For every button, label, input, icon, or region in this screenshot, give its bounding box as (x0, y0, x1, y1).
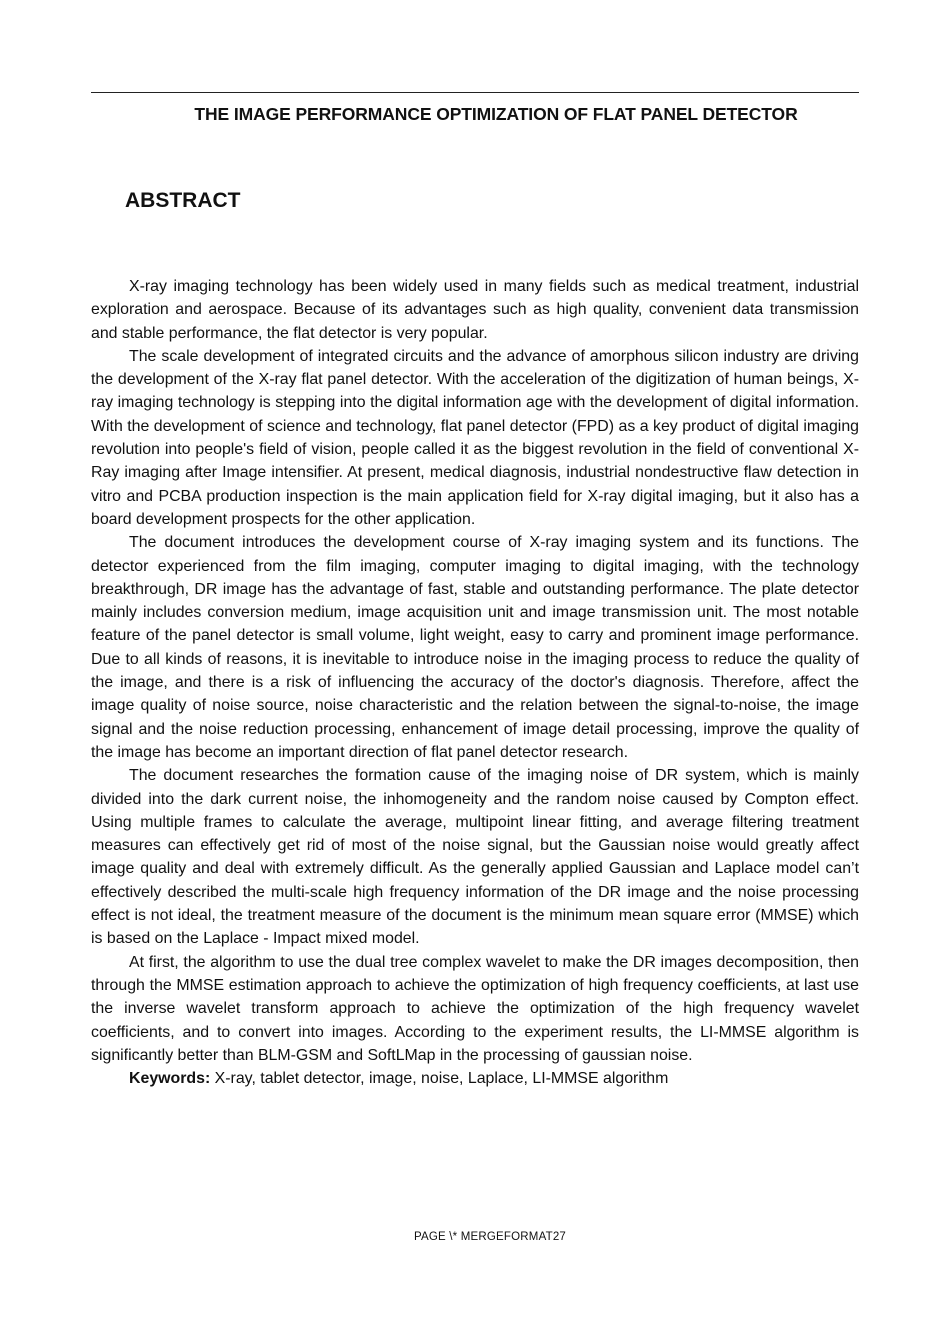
abstract-body (91, 275, 859, 1090)
keywords-line (91, 1067, 859, 1090)
header-rule (91, 92, 859, 93)
keywords-label: Keywords: (129, 1070, 211, 1088)
page-footer: PAGE \* MERGEFORMAT27 (413, 1231, 567, 1243)
keywords-text: X-ray, tablet detector, image, noise, Laplace, LI-MMSE algorithm (210, 1070, 669, 1088)
abstract-paragraph: The document introduces the development course of X-ray imaging system and its functions. The detector experienced from the film imaging, computer imaging to digital imaging, with the technology breakthrough, DR image has the advantage of fast, stable and outstanding performance. The plate detector mainly includes conversion medium, image acquisition unit and image transmission unit. The most notable feature of the panel detector is small volume, light weight, easy to carry and prominent image performance. Due to all kinds of reasons, it is inevitable to introduce noise in the imaging process to reduce the quality of the image, and there is a risk of influencing the accuracy of the doctor's diagnosis. Therefore, affect the image quality of noise source, noise characteristic and the relation between the signal-to-noise, the image signal and the noise reduction processing, enhancement of image detail processing, improve the quality of the image has become an important direction of flat panel detector research. (91, 534, 859, 761)
abstract-paragraph: At first, the algorithm to use the dual tree complex wavelet to make the DR images decomposition, then through the MMSE estimation approach to achieve the optimization of high frequency coefficients, at last use the inverse wavelet transform approach to achieve the optimization of the high frequency wavelet coefficients, and to convert into images. According to the experiment results, the LI-MMSE algorithm is significantly better than BLM-GSM and SoftLMap in the processing of gaussian noise. (91, 953, 859, 1064)
abstract-paragraph: The document researches the formation cause of the imaging noise of DR system, which is mainly divided into the dark current noise, the inhomogeneity and the random noise caused by Compton effect. Using multiple frames to calculate the average, multipoint linear fitting, and average filtering treatment measures can effectively get rid of most of the noise signal, but the Gaussian noise would greatly affect image quality and deal with extremely difficult. As the generally applied Gaussian and Laplace model can’t effectively described the multi-scale high frequency information of the DR image and the noise processing effect is not ideal, the treatment measure of the document is the minimum mean square error (MMSE) which is based on the Laplace - Impact mixed model. (91, 767, 859, 948)
document-title: THE IMAGE PERFORMANCE OPTIMIZATION OF FLAT PANEL DETECTOR (194, 104, 798, 124)
abstract-paragraph: X-ray imaging technology has been widely used in many fields such as medical treatment, industrial exploration and aerospace. Because of its advantages such as high quality, convenient data transmission and stable performance, the flat detector is very popular. (91, 278, 859, 342)
abstract-paragraph: The scale development of integrated circuits and the advance of amorphous silicon industry are driving the development of the X-ray flat panel detector. With the acceleration of the digitization of human beings, X-ray imaging technology is stepping into the digital information age with the development of digital information. With the development of science and technology, flat panel detector (FPD) as a key product of digital imaging revolution into people's field of vision, people called it as the biggest revolution in the field of conventional X-Ray imaging after Image intensifier. At present, medical diagnosis, industrial nondestructive flaw detection in vitro and PCBA production inspection is the main application field for X-ray digital imaging, but it also has a board development prospects for the other application. (91, 347, 859, 528)
abstract-heading: ABSTRACT (125, 189, 241, 212)
